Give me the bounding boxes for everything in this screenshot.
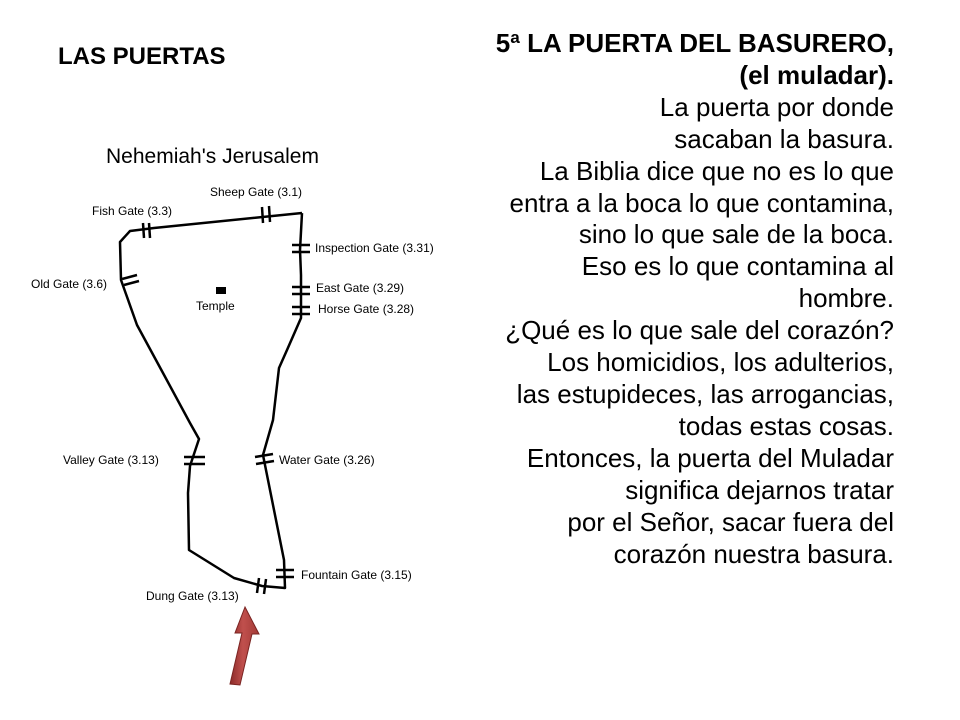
slide-title: LAS PUERTAS: [58, 43, 226, 70]
body-line: por el Señor, sacar fuera del: [567, 506, 894, 537]
water-gate-label: Water Gate (3.26): [279, 453, 375, 467]
body-line: todas estas cosas.: [678, 410, 894, 441]
body-line: entra a la boca lo que contamina,: [509, 187, 894, 218]
inspection-gate-label: Inspection Gate (3.31): [315, 241, 434, 255]
body-line: significa dejarnos tratar: [625, 474, 894, 505]
east-gate-label: East Gate (3.29): [316, 281, 405, 295]
horse-gate-label: Horse Gate (3.28): [318, 302, 415, 316]
map-title: Nehemiah's Jerusalem: [106, 145, 319, 168]
body-line: Entonces, la puerta del Muladar: [526, 442, 894, 473]
dung-gate-arrow: [230, 607, 259, 685]
body-line: sacaban la basura.: [674, 123, 894, 154]
fish-gate-mark: [143, 223, 150, 238]
body-line: hombre.: [798, 283, 894, 314]
valley-gate-label: Valley Gate (3.13): [63, 453, 159, 467]
body-line: La Biblia dice que no es lo que: [539, 155, 894, 186]
body-line: ¿Qué es lo que sale del corazón?: [505, 315, 894, 346]
fountain-gate-label: Fountain Gate (3.15): [301, 568, 412, 582]
heading-line-1: 5ª LA PUERTA DEL BASURERO,: [495, 28, 894, 58]
body-line: las estupideces, las arrogancias,: [516, 378, 894, 409]
old-gate-label: Old Gate (3.6): [31, 277, 108, 291]
sheep-gate-mark: [262, 206, 270, 223]
old-gate-mark: [122, 275, 139, 285]
body-line: Eso es lo que contamina al: [581, 251, 894, 282]
heading-line-2: (el muladar).: [739, 59, 894, 90]
body-line: sino lo que sale de la boca.: [578, 219, 894, 250]
gate-description: [424, 28, 894, 570]
fish-gate-label: Fish Gate (3.3): [92, 204, 173, 218]
temple-marker: [216, 287, 226, 294]
valley-gate-mark: [184, 457, 205, 464]
sheep-gate-label: Sheep Gate (3.1): [210, 185, 303, 199]
temple-label: Temple: [196, 299, 235, 313]
dung-gate-label: Dung Gate (3.13): [146, 589, 239, 603]
body-line: Los homicidios, los adulterios,: [547, 347, 894, 378]
body-line: La puerta por donde: [659, 91, 894, 122]
body-line: corazón nuestra basura.: [613, 538, 894, 569]
city-wall: [120, 213, 302, 588]
